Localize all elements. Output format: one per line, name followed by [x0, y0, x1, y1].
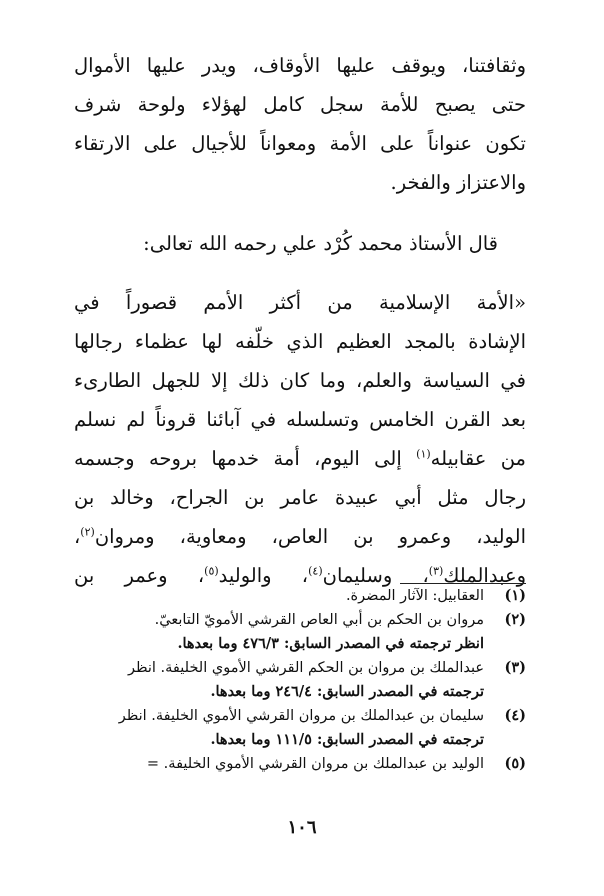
- quote-text: ،: [74, 525, 81, 548]
- quote-text: وعبدالملك: [443, 564, 526, 587]
- quote-line: الإشادة بالمجد العظيم الذي خلّفه لها عظماء رجالها: [74, 330, 526, 353]
- quote-line: بعد القرن الخامس وتسلسله في آبائنا قروناً لم نسلم: [74, 408, 526, 431]
- quote-text: ، وعمر بن: [74, 564, 205, 587]
- footnote-1: [60, 584, 526, 608]
- quote-line: [74, 517, 526, 556]
- footnote-line: عبدالملك بن مروان بن الحكم القرشي الأموي الخليفة. انظر: [127, 660, 484, 676]
- quote-line: رجال مثل أبي عبيدة عامر بن الجراح، وخالد بن: [74, 486, 526, 509]
- quote-text: ، وسليمان: [322, 564, 429, 587]
- footnote-number: (٢): [504, 611, 526, 628]
- footnote-number: (٣): [504, 659, 526, 676]
- footnote-2: [60, 608, 526, 656]
- quote-line: في السياسة والعلم، وما كان ذلك إلا للجهل الطارىء: [74, 369, 526, 392]
- footnote-text: [60, 608, 484, 656]
- quote-line: [74, 439, 526, 478]
- page-number: ١٠٦: [287, 817, 317, 838]
- footnote-ref-3[interactable]: (٣): [428, 564, 444, 578]
- footnote-number: (٤): [504, 707, 526, 724]
- footnotes: [60, 584, 526, 776]
- footnote-line: انظر ترجمته في المصدر السابق: ٤٧٦/٣ وما بعدها.: [177, 635, 484, 652]
- paragraph-top-line: وثقافتنا، ويوقف عليها الأوقاف، ويدر عليها الأموال: [74, 54, 526, 77]
- quote-text: من عقابيله: [430, 447, 526, 470]
- footnote-text: [60, 584, 484, 608]
- footnote-3: [60, 656, 526, 704]
- footnote-number: (٥): [504, 755, 526, 772]
- footnote-ref-1[interactable]: (١): [416, 447, 431, 461]
- quote-paragraph: [74, 283, 526, 595]
- footnote-ref-5[interactable]: (٥): [204, 564, 219, 578]
- footnote-text: [60, 704, 484, 752]
- footnote-line: سليمان بن عبدالملك بن مروان القرشي الأموي الخليفة. انظر: [118, 708, 484, 724]
- footnote-line: مروان بن الحكم بن أبي العاص القرشي الأمويّ التابعيّ.: [154, 612, 484, 628]
- quote-text: الوليد، وعمرو بن العاص، ومعاوية، ومروان: [94, 525, 526, 548]
- quote-intro: قال الأستاذ محمد كُرْد علي رحمه الله تعالى:: [143, 232, 498, 255]
- footnote-line: الوليد بن عبدالملك بن مروان القرشي الأموي الخليفة. =: [146, 756, 484, 772]
- footnote-line: ترجمته في المصدر السابق: ١١١/٥ وما بعدها.: [210, 731, 484, 748]
- footnote-line: العقابيل: الآثار المضرة.: [345, 588, 484, 604]
- quote-line: «الأمة الإسلامية من أكثر الأمم قصوراً في: [74, 291, 526, 314]
- paragraph-top-line: تكون عنواناً على الأمة ومعواناً للأجيال على الارتقاء: [74, 132, 526, 155]
- footnote-5: [60, 752, 526, 776]
- footnote-ref-2[interactable]: (٢): [80, 525, 95, 539]
- paragraph-top-line: والاعتزاز والفخر.: [390, 171, 526, 194]
- footnote-text: [60, 656, 484, 704]
- quote-text: إلى اليوم، أمة خدمها بروحه وجسمه: [74, 447, 417, 470]
- footnote-4: [60, 704, 526, 752]
- footnote-line: ترجمته في المصدر السابق: ٢٤٦/٤ وما بعدها.: [210, 683, 484, 700]
- paragraph-top: [74, 46, 526, 202]
- footnote-number: (١): [504, 587, 526, 604]
- quote-text: ، والوليد: [218, 564, 309, 587]
- footnote-ref-4[interactable]: (٤): [308, 564, 323, 578]
- footnote-text: [60, 752, 484, 776]
- paragraph-top-line: حتى يصبح للأمة سجل كامل لهؤلاء ولوحة شرف: [74, 93, 526, 116]
